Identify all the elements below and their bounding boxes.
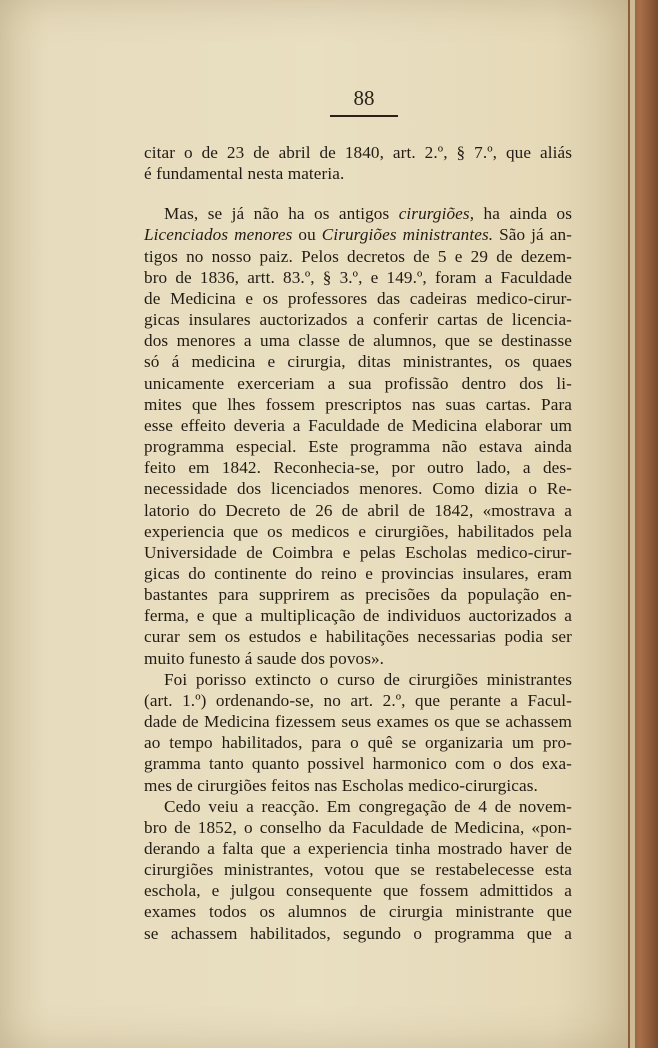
text-line: unicamente exerceriam a sua profissão dentro dos li- xyxy=(144,373,572,393)
text-line: gicas insulares auctorizados a conferir cartas de licencia- xyxy=(144,310,572,330)
text-line: citar o de 23 de abril de 1840, art. 2.º, § 7.º, que aliás xyxy=(144,143,572,162)
text-line: feito em 1842. Reconhecia-se, por outro lado, a des- xyxy=(144,458,572,478)
text-line: gramma tanto quanto possivel harmonico com o dos exa- xyxy=(144,754,572,774)
page-number: 88 xyxy=(353,86,375,110)
italic-term: cirurgiões, xyxy=(398,204,475,224)
text-line: derando a falta que a experiencia tinha mostrado haver de xyxy=(144,839,572,858)
text-line: dade de Medicina fizessem seus exames os que se achassem xyxy=(144,712,572,732)
text-line: se achassem habilitados, segundo o programma que a xyxy=(144,923,572,943)
text-line: só á medicina e cirurgia, ditas ministrantes, os quaes xyxy=(144,352,572,372)
text-line: muito funesto á saude dos povos». xyxy=(144,648,385,668)
text-line: programma especial. Este programma não estava ainda xyxy=(144,437,572,457)
text-line: necessidade dos licenciados menores. Como dizia o Re- xyxy=(144,479,572,499)
text-line: bro de 1836, artt. 83.º, § 3.º, e 149.º, foram a Faculdade xyxy=(144,267,572,287)
text-line: Foi porisso extincto o curso de cirurgiões ministrantes xyxy=(164,669,572,689)
page-number-rule xyxy=(330,115,398,117)
text-line: Universidade de Coimbra e pelas Escholas medico-cirur- xyxy=(144,542,572,562)
text-line: (art. 1.º) ordenando-se, no art. 2.º, que perante a Facul- xyxy=(144,690,572,710)
book-binding-edge xyxy=(628,0,658,1048)
text-line: tigos no nosso paiz. Pelos decretos de 5 e 29 de dezem- xyxy=(144,246,572,266)
text-line: cirurgiões ministrantes, votou que se restabelecesse esta xyxy=(144,860,572,880)
text-line: é fundamental nesta materia. xyxy=(144,164,345,184)
body-text xyxy=(144,142,572,944)
text-line: de Medicina e os professores das cadeiras medico-cirur- xyxy=(144,288,572,308)
paragraph-gap xyxy=(144,184,572,203)
text-line: mes de cirurgiões feitos nas Escholas medico-cirurgicas. xyxy=(144,775,538,795)
text-line: experiencia que os medicos e cirurgiões, habilitados pela xyxy=(144,521,572,541)
text-line: gicas do continente do reino e provincias insulares, eram xyxy=(144,563,572,583)
text-line: eschola, e julgou consequente que fossem admittidos a xyxy=(144,881,572,901)
text-line: Mas, se já não ha os antigos cirurgiões, ha ainda os xyxy=(164,204,572,224)
italic-term: Licenciados menores xyxy=(144,225,293,245)
text-line: ferma, e que a multiplicação de individuos auctorizados a xyxy=(144,606,572,626)
text-line: bastantes para supprirem as precisões da população en- xyxy=(144,585,572,605)
text-line: curar sem os estudos e habilitações necessarias podia ser xyxy=(144,627,572,647)
text-line: bro de 1852, o conselho da Faculdade de Medicina, «pon- xyxy=(144,817,572,837)
text-line: esse effeito deveria a Faculdade de Medicina elaborar um xyxy=(144,415,572,435)
text-line: dos menores a uma classe de alumnos, que se destinasse xyxy=(144,331,572,351)
text-line: latorio do Decreto de 26 de abril de 1842, «mostrava a xyxy=(144,500,572,520)
italic-term: Cirurgiões ministrantes. xyxy=(321,225,494,245)
text-line: Cedo veiu a reacção. Em congregação de 4 de novem- xyxy=(164,796,572,816)
text-line: exames todos os alumnos de cirurgia ministrante que xyxy=(144,902,572,922)
text-line: mites que lhes fossem prescriptos nas suas cartas. Para xyxy=(144,394,572,414)
text-line: Licenciados menores ou Cirurgiões ministrantes. São já an- xyxy=(144,225,572,245)
text-line: ao tempo habilitados, para o quê se organizaria um pro- xyxy=(144,733,572,753)
